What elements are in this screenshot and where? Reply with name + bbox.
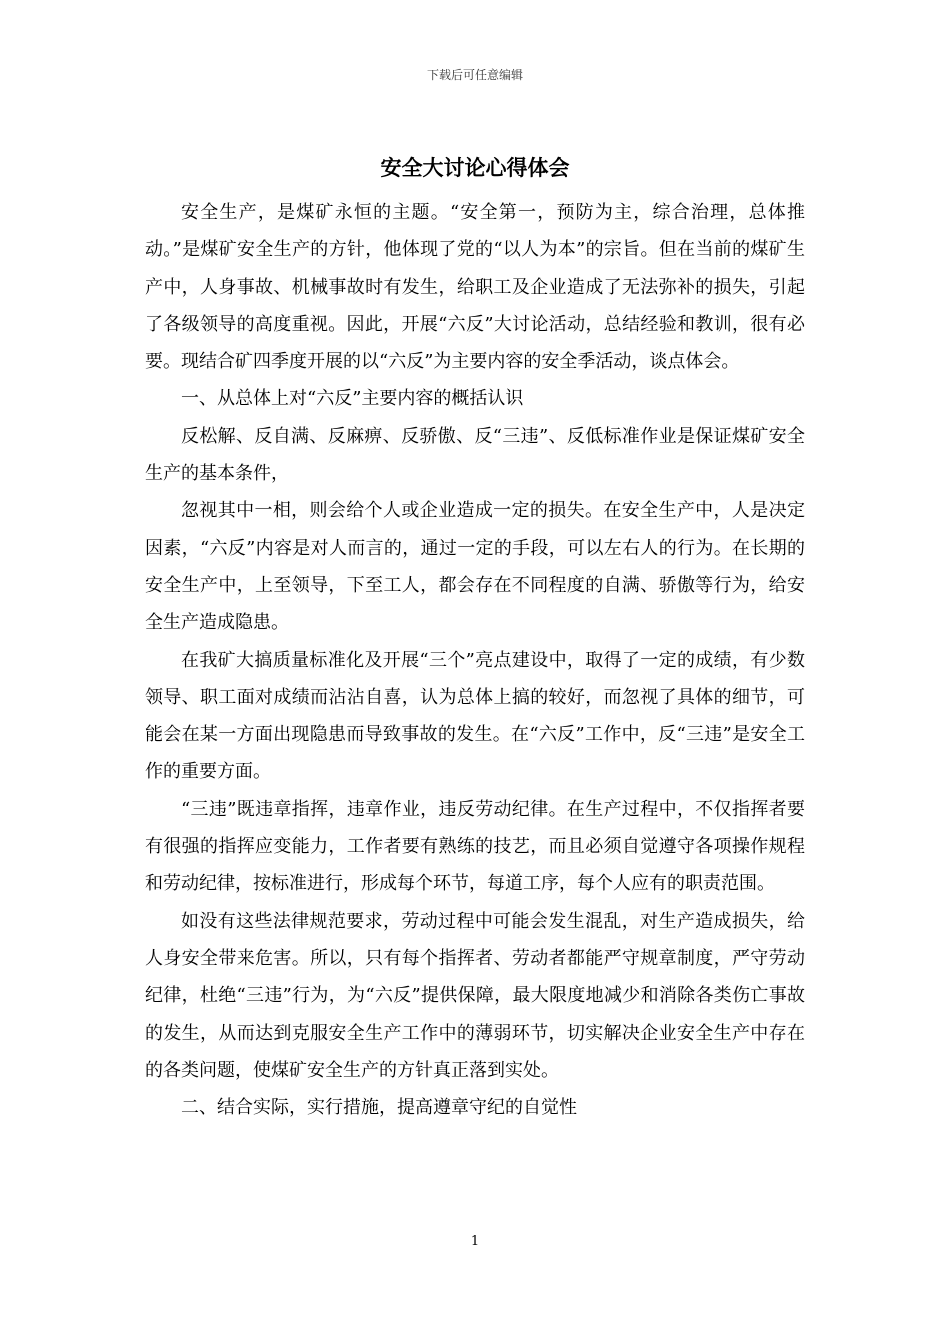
document-body <box>145 194 805 1126</box>
section-heading-1: 一、从总体上对“六反”主要内容的概括认识 <box>181 388 524 410</box>
paragraph: 反松解、反自满、反麻痹、反骄傲、反“三违”、反低标准作业是保证煤矿安全生产的基本条件， <box>145 425 805 485</box>
page-header-note: 下载后可任意编辑 <box>426 68 523 82</box>
paragraph-intro: 安全生产，是煤矿永恒的主题。“安全第一，预防为主，综合治理，总体推动。”是煤矿安全生产的方针，他体现了党的“以人为本”的宗旨。但在当前的煤矿生产中，人身事故、机械事故时有发生，给职工及企业造成了无法弥补的损失，引起了各级领导的高度重视。因此，开展“六反”大讨论活动，总结经验和教训，很有必要。现结合矿四季度开展的以“六反”为主要内容的安全季活动，谈点体会。 <box>145 202 805 373</box>
document-title: 安全大讨论心得体会 <box>380 155 570 180</box>
paragraph: 如没有这些法律规范要求，劳动过程中可能会发生混乱，对生产造成损失，给人身安全带来危害。所以，只有每个指挥者、劳动者都能严守规章制度，严守劳动纪律，杜绝“三违”行为，为“六反”提供保障，最大限度地减少和消除各类伤亡事故的发生，从而达到克服安全生产工作中的薄弱环节，切实解决企业安全生产中存在的各类问题，使煤矿安全生产的方针真正落到实处。 <box>145 910 805 1081</box>
paragraph: 忽视其中一相，则会给个人或企业造成一定的损失。在安全生产中，人是决定因素，“六反”内容是对人而言的，通过一定的手段，可以左右人的行为。在长期的安全生产中，上至领导，下至工人，都会存在不同程度的自满、骄傲等行为，给安全生产造成隐患。 <box>145 500 805 634</box>
page-number: 1 <box>470 1234 480 1249</box>
paragraph: 在我矿大搞质量标准化及开展“三个”亮点建设中，取得了一定的成绩，有少数领导、职工面对成绩而沾沾自喜，认为总体上搞的较好，而忽视了具体的细节，可能会在某一方面出现隐患而导致事故的发生。在“六反”工作中，反“三违”是安全工作的重要方面。 <box>145 649 805 783</box>
paragraph: “三违”既违章指挥，违章作业，违反劳动纪律。在生产过程中，不仅指挥者要有很强的指挥应变能力，工作者要有熟练的技艺，而且必须自觉遵守各项操作规程和劳动纪律，按标准进行，形成每个环节，每道工序，每个人应有的职责范围。 <box>145 798 805 895</box>
section-heading-2: 二、结合实际，实行措施，提高遵章守纪的自觉性 <box>181 1097 577 1119</box>
